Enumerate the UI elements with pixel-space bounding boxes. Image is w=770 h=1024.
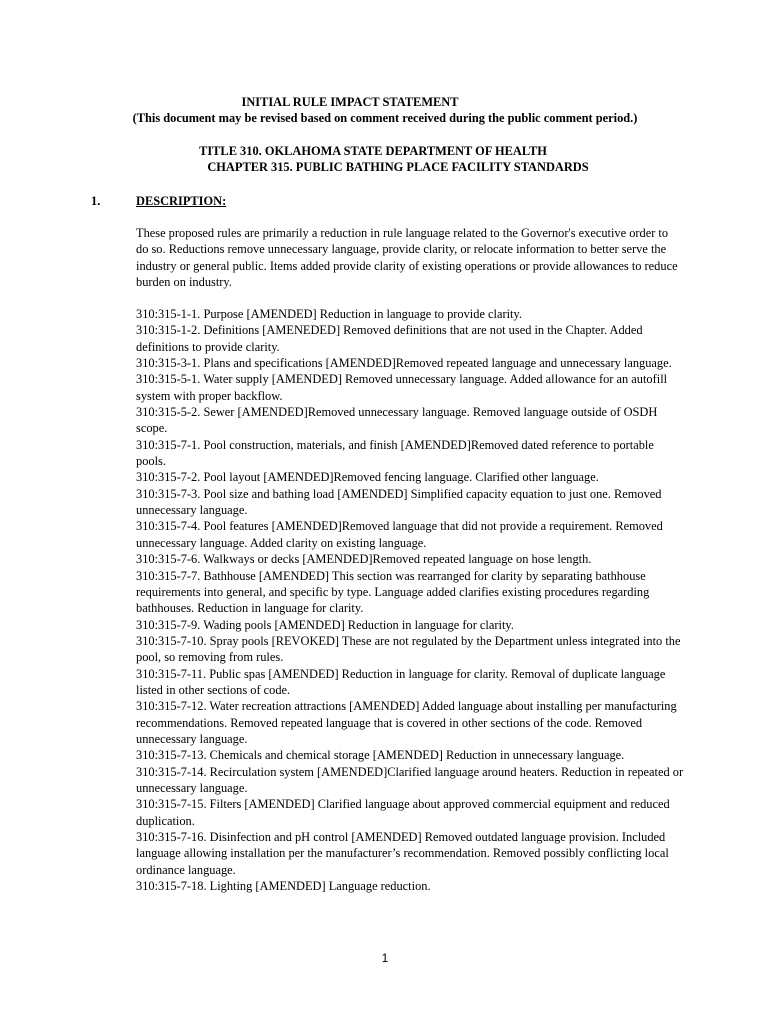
list-item: 310:315-7-4. Pool features [AMENDED]Removed language that did not provide a requirement. Removed unnecessary language. Added clarity on existing language. (136, 519, 663, 550)
list-item: 310:315-7-7. Bathhouse [AMENDED] This section was rearranged for clarity by separating bathhouse requirements into general, and specific by type. Language added clarifies existing procedures regarding bathhouses. Reduction in language for clarity. (136, 568, 650, 616)
description-paragraph (136, 225, 681, 290)
list-item: 310:315-7-6. Walkways or decks [AMENDED]Removed repeated language on hose length. (136, 552, 592, 567)
section-heading: DESCRIPTION: (136, 194, 227, 208)
list-item: 310:315-7-2. Pool layout [AMENDED]Removed fencing language. Clarified other language. (136, 470, 599, 485)
list-item: 310:315-7-13. Chemicals and chemical storage [AMENDED] Reduction in unnecessary language. (136, 748, 625, 763)
list-item: 310:315-7-16. Disinfection and pH control [AMENDED] Removed outdated language provision. Included language allowing installation per the manufacturer’s recommendation. Removed possibly conflicting local ordinance language. (136, 830, 669, 877)
document-title: INITIAL RULE IMPACT STATEMENT (241, 95, 459, 109)
rule-change-list (136, 306, 684, 894)
list-item: 310:315-1-2. Definitions [AMENEDED] Removed definitions that are not used in the Chapter. Added definitions to provide clarity. (136, 323, 643, 354)
page-number: 1 (381, 951, 389, 965)
revision-note: (This document may be revised based on comment received during the public comment period.) (132, 111, 638, 125)
list-item: 310:315-3-1. Plans and specifications [AMENDED]Removed repeated language and unnecessary language. (136, 356, 672, 371)
list-item: 310:315-7-15. Filters [AMENDED] Clarified language about approved commercial equipment and reduced duplication. (136, 797, 670, 828)
list-item: 310:315-5-1. Water supply [AMENDED] Removed unnecessary language. Added allowance for an autofill system with proper backflow. (136, 372, 668, 403)
list-item: 310:315-7-3. Pool size and bathing load [AMENDED] Simplified capacity equation to just one. Removed unnecessary language. (136, 486, 662, 518)
description-text: These proposed rules are primarily a reduction in rule language related to the Governor's executive order to do so. Reductions remove unnecessary language, provide clarity, or relocate information to better serve the industry or general public. Items added provide clarity of existing operations or provide allowances to reduce burden on industry. (136, 226, 678, 290)
list-item: 310:315-7-18. Lighting [AMENDED] Language reduction. (136, 879, 431, 894)
list-item: 310:315-7-12. Water recreation attractions [AMENDED] Added language about installing per manufacturing recommendations. Removed repeated language that is covered in other sections of the code. Removed unnecessary language. (136, 699, 677, 746)
chapter-line: CHAPTER 315. PUBLIC BATHING PLACE FACILITY STANDARDS (207, 160, 589, 174)
list-item: 310:315-7-11. Public spas [AMENDED] Reduction in language for clarity. Removal of duplicate language listed in other sections of code. (136, 666, 666, 697)
section-number: 1. (91, 194, 101, 208)
list-item: 310:315-7-1. Pool construction, materials, and finish [AMENDED]Removed dated reference to portable pools. (136, 437, 654, 469)
list-item: 310:315-1-1. Purpose [AMENDED] Reduction in language to provide clarity. (136, 307, 522, 321)
list-item: 310:315-5-2. Sewer [AMENDED]Removed unnecessary language. Removed language outside of OSDH scope. (136, 405, 658, 436)
list-item: 310:315-7-10. Spray pools [REVOKED] These are not regulated by the Department unless integrated into the pool, so removing from rules. (136, 633, 681, 665)
list-item: 310:315-7-14. Recirculation system [AMENDED]Clarified language around heaters. Reduction in repeated or unnecessary language. (136, 764, 684, 795)
title-line: TITLE 310. OKLAHOMA STATE DEPARTMENT OF HEALTH (199, 144, 547, 158)
list-item: 310:315-7-9. Wading pools [AMENDED] Reduction in language for clarity. (136, 617, 514, 632)
